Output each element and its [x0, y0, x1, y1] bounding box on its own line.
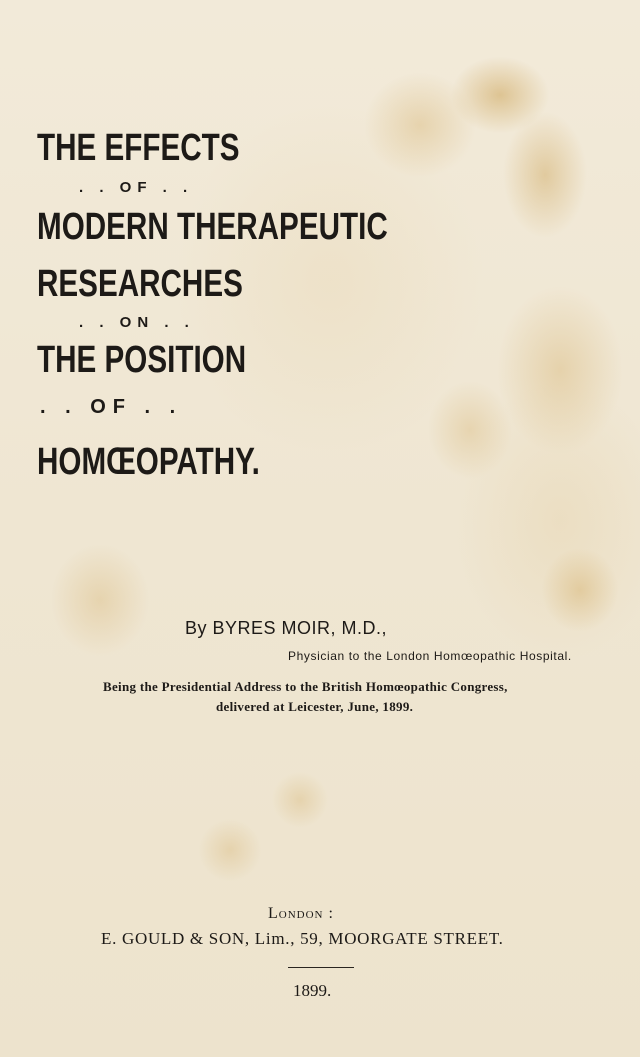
author-byline: By BYRES MOIR, M.D.,: [185, 618, 388, 638]
title-line-4: THE POSITION: [37, 339, 247, 381]
address-note-line-1: Being the Presidential Address to the British Homœopathic Congress,: [103, 679, 508, 694]
title-separator-1: . . OF . .: [79, 179, 194, 196]
title-line-3: RESEARCHES: [37, 263, 243, 305]
imprint-publisher: E. GOULD & SON, Lim., 59, MOORGATE STREET.: [101, 929, 504, 948]
title-line-1: THE EFFECTS: [37, 127, 240, 169]
author-position: Physician to the London Homœopathic Hospital.: [288, 649, 572, 663]
title-line-5: HOMŒOPATHY.: [37, 441, 260, 483]
address-note-line-2: delivered at Leicester, June, 1899.: [216, 699, 414, 714]
title-separator-3: . . OF . .: [40, 396, 183, 418]
imprint-city: London :: [268, 905, 334, 922]
imprint-year: 1899.: [293, 981, 332, 1000]
imprint-divider: [288, 967, 354, 968]
title-separator-2: . . ON . .: [79, 314, 195, 331]
title-line-2: MODERN THERAPEUTIC: [37, 206, 388, 248]
